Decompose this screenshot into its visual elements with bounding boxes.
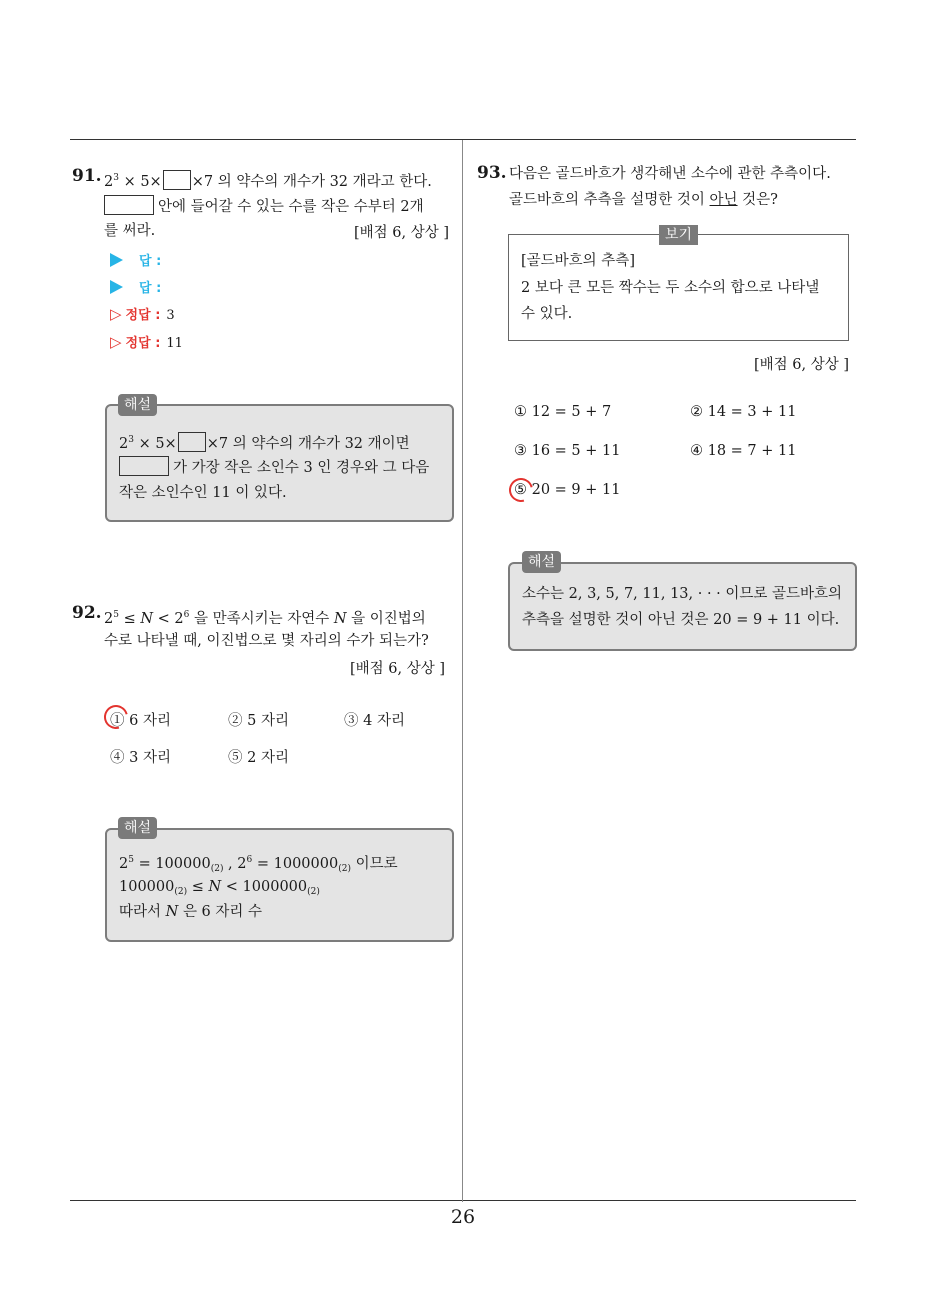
q92-choice-4[interactable]: ④ 3 자리 [110, 750, 171, 766]
q93-choice-4[interactable]: ④ 18 = 7 + 11 [690, 443, 797, 459]
page-number: 26 [450, 1206, 476, 1228]
answer-arrow-icon [110, 280, 123, 294]
bottom-rule [70, 1200, 856, 1201]
q92-line1: $2^5 \le N < 2^6$ 을 만족시키는 자연수 N 을 이진법의 [104, 610, 426, 627]
q93-line2: 골드바흐의 추측을 설명한 것이 아닌 것은? [509, 192, 778, 208]
q92-choice-1[interactable]: ① 6 자리 [110, 713, 171, 729]
q92-line2: 수로 나타낼 때, 이진법으로 몇 자리의 수가 되는가? [104, 633, 429, 649]
top-rule [70, 139, 856, 140]
q91-score-ref: [배점 6, 상상 ] [354, 225, 450, 241]
q93-explain-line2: 추측을 설명한 것이 아닌 것은 20 = 9 + 11 이다. [522, 612, 840, 628]
q92-explain-tab: 해설 [118, 817, 157, 839]
q93-choice-1[interactable]: ① 12 = 5 + 7 [514, 404, 612, 420]
q93-line1: 다음은 골드바흐가 생각해낸 소수에 관한 추측이다. [509, 166, 831, 182]
q93-choice-3[interactable]: ③ 16 = 5 + 11 [514, 443, 621, 459]
q91-explain-line3: 작은 소인수인 11 이 있다. [119, 485, 287, 501]
q91-number: 91. [72, 166, 102, 186]
q91-explain-tab: 해설 [118, 394, 157, 416]
q92-number: 92. [72, 603, 102, 623]
q93-score-ref: [배점 6, 상상 ] [754, 357, 850, 373]
explain-blank-box [178, 432, 206, 452]
correct-arrow-icon: ▷ [110, 305, 122, 323]
q92-explain-line1: $2^5 = 100000_{(2)}$ , $2^6 = 1000000_{(2)}$ 이므로 [119, 855, 398, 874]
q91-line3: 를 써라. [104, 223, 156, 239]
q92-choice-3[interactable]: ③ 4 자리 [344, 713, 405, 729]
q93-bogi-line1: [골드바흐의 추측] [521, 253, 635, 269]
q93-choice-2[interactable]: ② 14 = 3 + 11 [690, 404, 797, 420]
q93-number: 93. [477, 163, 507, 183]
q93-explanation-box [508, 562, 857, 651]
q91-answer-2: 답 : [110, 277, 161, 296]
q92-choice-2[interactable]: ② 5 자리 [228, 713, 289, 729]
q91-explain-line2: 가 가장 작은 소인수 3 인 경우와 그 다음 [119, 456, 429, 478]
q91-explain-line1: $2^3 \times 5\times \times 7$ 의 약수의 개수가 32 개이면 [119, 430, 410, 454]
q91-answer-1: 답 : [110, 250, 161, 269]
q92-score-ref: [배점 6, 상상 ] [350, 661, 446, 677]
q92-explain-line2: $100000_{(2)} \le N < 1000000_{(2)}$ [119, 879, 320, 897]
q93-bogi-line2: 2 보다 큰 모든 짝수는 두 소수의 합으로 나타낼 [521, 280, 820, 296]
q91-correct-2: ▷ 정답 : 11 [110, 333, 183, 351]
q93-explain-tab: 해설 [522, 551, 561, 573]
q93-bogi-line3: 수 있다. [521, 306, 573, 322]
correct-arrow-icon: ▷ [110, 333, 122, 351]
q91-line2: 안에 들어갈 수 있는 수를 작은 수부터 2개 [104, 195, 424, 217]
q92-explanation-box [105, 828, 454, 942]
q92-explain-line3: 따라서 N 은 6 자리 수 [119, 904, 263, 920]
q91-blank-box [163, 170, 191, 190]
explain-blank-box-wide [119, 456, 169, 476]
q93-bogi-tab: 보기 [659, 225, 698, 245]
q91-line1: $2^3 \times 5\times \times 7$ 의 약수의 개수가 32 개라고 한다. [104, 168, 432, 192]
q93-bogi-box [508, 234, 849, 341]
q91-explanation-box [105, 404, 454, 522]
column-divider [462, 140, 463, 1202]
q93-choice-5[interactable]: ⑤ 20 = 9 + 11 [514, 482, 621, 498]
q93-explain-line1: 소수는 2, 3, 5, 7, 11, 13, · · · 이므로 골드바흐의 [522, 586, 843, 602]
q91-blank-box-wide [104, 195, 154, 215]
q92-choice-5[interactable]: ⑤ 2 자리 [228, 750, 289, 766]
q91-correct-1: ▷ 정답 : 3 [110, 305, 175, 323]
answer-arrow-icon [110, 253, 123, 267]
